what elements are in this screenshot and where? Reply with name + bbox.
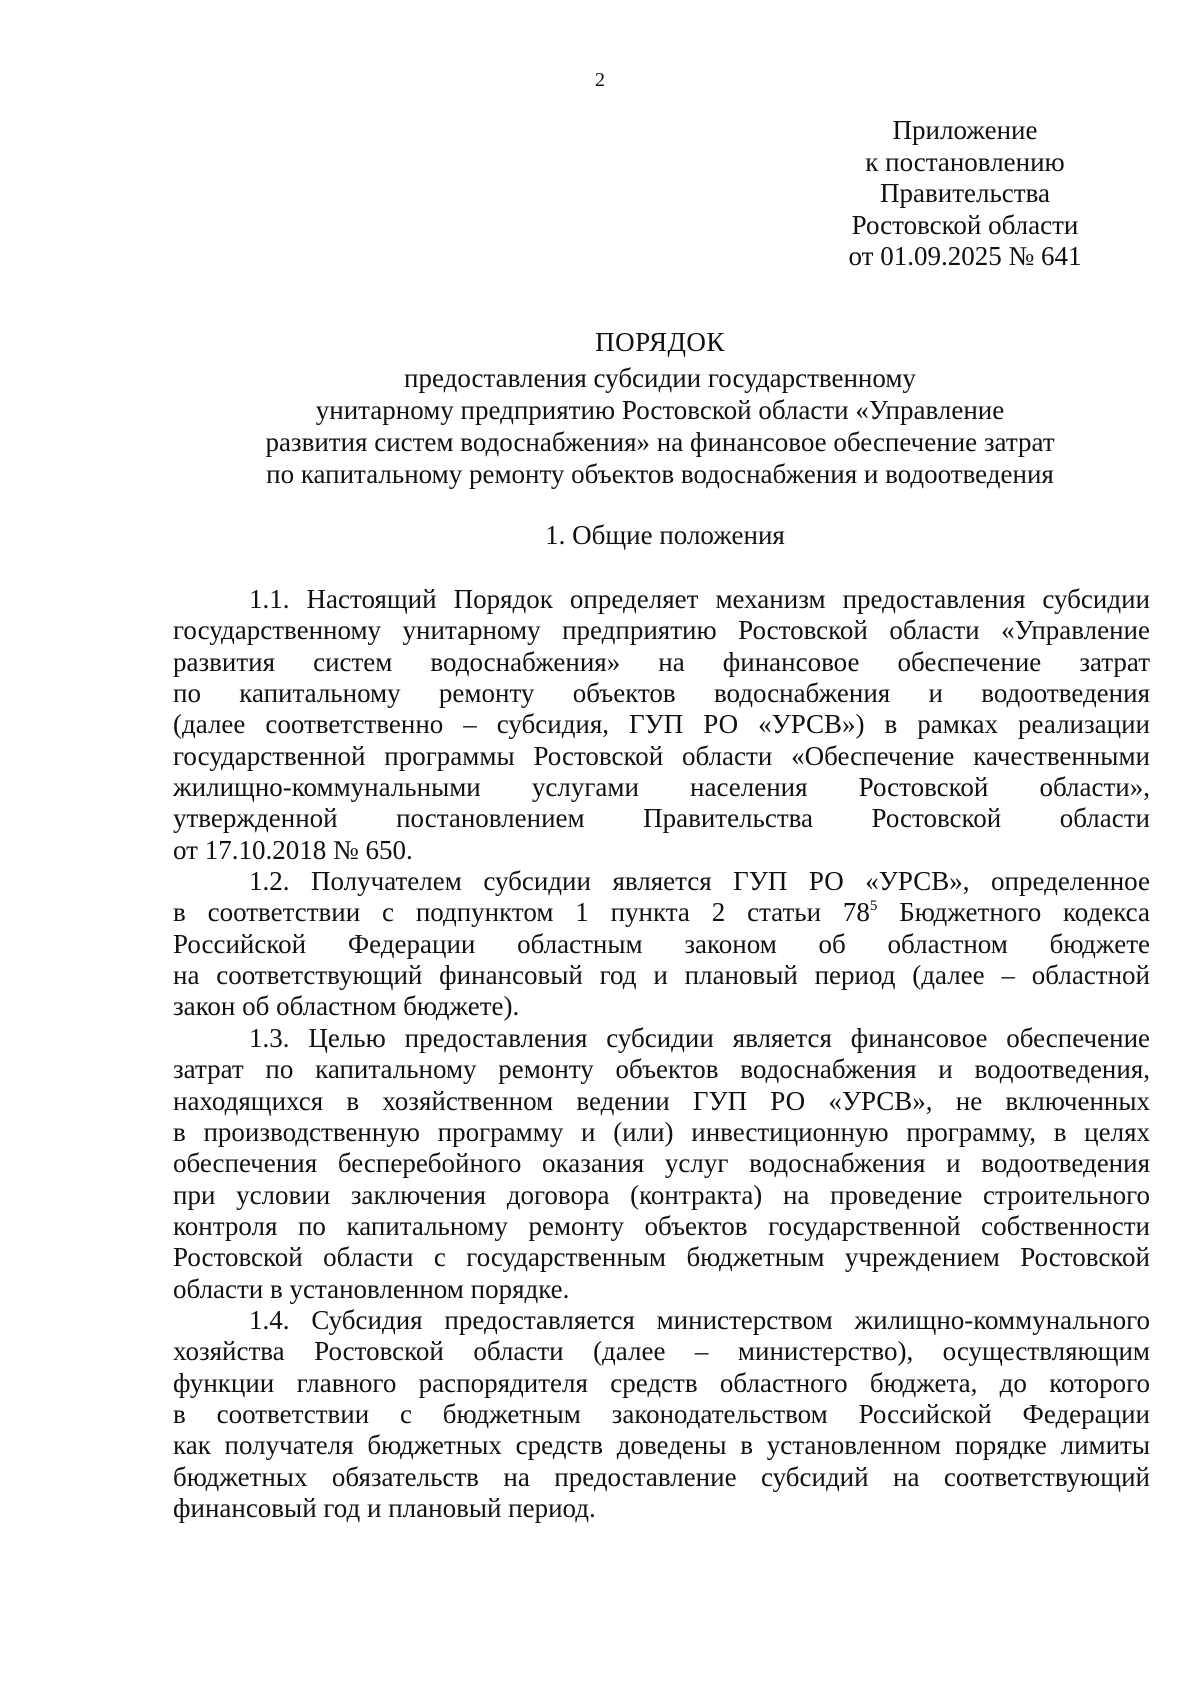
appendix-date-number: от 01.09.2025 № 641 (848, 241, 1082, 271)
appendix-block (780, 115, 1150, 273)
document-title-block (170, 326, 1150, 490)
document-subtitle-line: предоставления субсидии государственному (404, 363, 916, 393)
paragraph-line: на соответствующий финансовый год и плановый период (далее – областной (173, 960, 1150, 991)
section-heading: 1. Общие положения (545, 520, 785, 550)
paragraph-line: бюджетных обязательств на предоставление субсидий на соответствующий (173, 1461, 1150, 1492)
paragraph-line: затрат по капитальному ремонту объектов водоснабжения и водоотведения, (173, 1054, 1150, 1085)
paragraph-line: 1.1. Настоящий Порядок определяет механизм предоставления субсидии (249, 584, 1150, 614)
paragraph-line: Российской Федерации областным законом об областном бюджете (173, 928, 1150, 959)
document-subtitle-line: унитарному предприятию Ростовской области «Управление (315, 395, 1005, 425)
paragraph-line: в соответствии с бюджетным законодательством Российской Федерации (173, 1398, 1150, 1429)
paragraph-line: по капитальному ремонту объектов водоснабжения и водоотведения (173, 678, 1150, 709)
paragraph-line: утвержденной постановлением Правительства Ростовской области (173, 803, 1150, 834)
document-title: ПОРЯДОК (595, 327, 725, 357)
appendix-line: Ростовской области (851, 209, 1079, 240)
paragraph-line: развития систем водоснабжения» на финансовое обеспечение затрат (173, 646, 1150, 677)
paragraph-line: Ростовской области с государственным бюджетным учреждением Ростовской (173, 1242, 1150, 1273)
appendix-line: Приложение (892, 115, 1038, 145)
paragraph-line: жилищно-коммунальными услугами населения Ростовской области», (173, 772, 1150, 803)
paragraph-text: в соответствии с подпунктом 1 пункта 2 статьи 78 (173, 897, 870, 928)
paragraph-1-2 (173, 866, 1150, 1023)
body-text (173, 584, 1150, 1524)
paragraph-line: государственному унитарному предприятию Ростовской области «Управление (173, 615, 1150, 646)
paragraph-line: контроля по капитальному ремонту объектов государственной собственности (173, 1210, 1150, 1241)
paragraph-line: 1.3. Целью предоставления субсидии является финансовое обеспечение (249, 1022, 1150, 1053)
paragraph-line: хозяйства Ростовской области (далее – министерство), осуществляющим (173, 1336, 1150, 1367)
article-superscript: 5 (869, 898, 878, 915)
paragraph-line: области в установленном порядке. (173, 1273, 570, 1304)
paragraph-line: (далее соответственно – субсидия, ГУП РО «УРСВ») в рамках реализации (173, 709, 1150, 740)
appendix-line: к постановлению (865, 146, 1065, 177)
paragraph-line: находящихся в хозяйственном ведении ГУП РО «УРСВ», не включенных (173, 1085, 1150, 1116)
paragraph-1-1 (173, 584, 1150, 866)
paragraph-line: как получателя бюджетных средств доведены в установленном порядке лимиты (173, 1430, 1150, 1461)
paragraph-line: от 17.10.2018 № 650. (173, 834, 413, 865)
paragraph-1-3 (173, 1023, 1150, 1305)
appendix-line: Правительства (880, 178, 1050, 208)
page-number: 2 (595, 69, 605, 91)
document-subtitle-line: развития систем водоснабжения» на финансовое обеспечение затрат (265, 427, 1055, 457)
paragraph-1-4 (173, 1305, 1150, 1524)
paragraph-line: функции главного распорядителя средств областного бюджета, до которого (173, 1367, 1150, 1398)
paragraph-line: государственной программы Ростовской области «Обеспечение качественными (173, 740, 1150, 771)
paragraph-line: 1.2. Получателем субсидии является ГУП РО «УРСВ», определенное (249, 866, 1150, 897)
paragraph-line: в производственную программу и (или) инвестиционную программу, в целях (173, 1116, 1150, 1147)
paragraph-line: 1.4. Субсидия предоставляется министерством жилищно-коммунального (249, 1304, 1150, 1335)
paragraph-line: обеспечения бесперебойного оказания услуг водоснабжения и водоотведения (173, 1148, 1150, 1179)
paragraph-line: закон об областном бюджете). (173, 991, 520, 1022)
paragraph-line (173, 897, 1150, 928)
document-subtitle-line: по капитальному ремонту объектов водоснабжения и водоотведения (266, 459, 1054, 489)
paragraph-text: Бюджетного кодекса (877, 897, 1150, 928)
paragraph-line: финансовый год и плановый период. (173, 1492, 596, 1523)
paragraph-line: при условии заключения договора (контракта) на проведение строительного (173, 1179, 1150, 1210)
